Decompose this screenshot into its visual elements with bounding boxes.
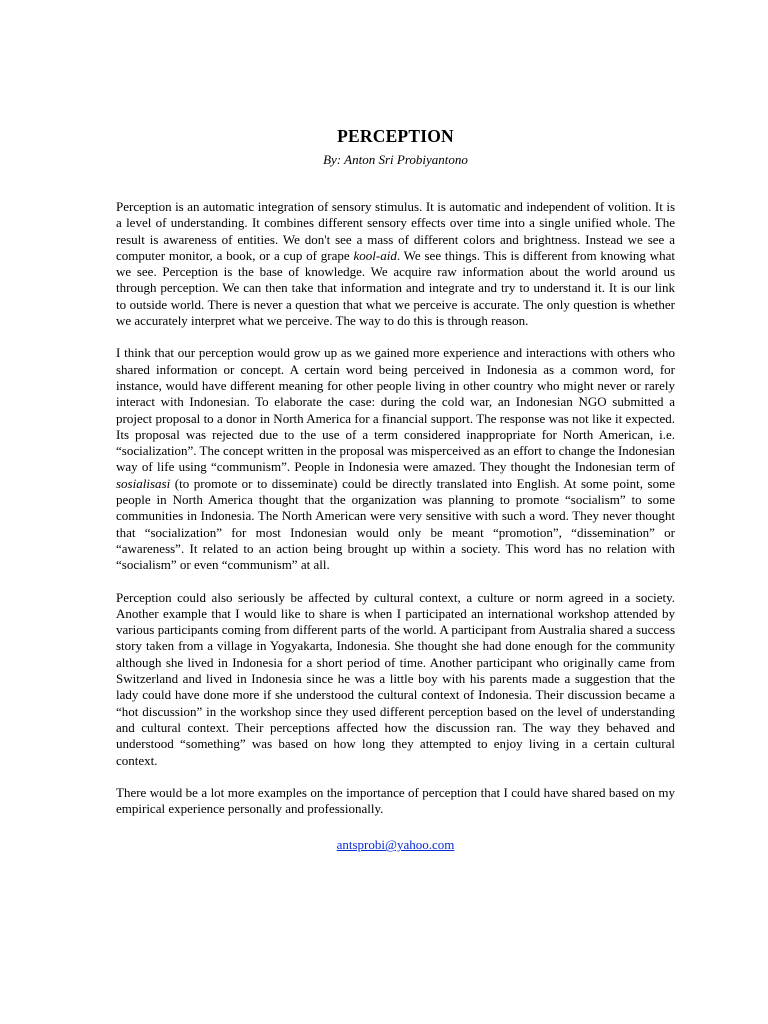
paragraph-4-text: There would be a lot more examples on the importance of perception that I could have shared based on my empirical experience personally and professionally. bbox=[116, 784, 675, 817]
paragraph-1-text-b: . We see things. This is different from knowing what we see. Perception is the base of knowledge. We acquire raw information about the world around us through perception. We can then take that information and integrate and try to understand it. It is our link to outside world. There is never a question that what we perceive is accurate. The only question is whether we accurately interpret what we perceive. The way to do this is through reason. bbox=[116, 247, 676, 329]
email-link[interactable]: antsprobi@yahoo.com bbox=[336, 837, 455, 853]
paragraph-3-text: Perception could also seriously be affected by cultural context, a culture or norm agreed in a society. Another example that I would like to share is when I participated an international workshop attended by various participants coming from different parts of the world. A participant from Australia shared a success story taken from a village in Yogyakarta, Indonesia. She thought she had done enough for the community although she lived in Indonesia for a short period of time. Another participant who originally came from Switzerland and lived in Indonesia since he was a little boy with his parents made a suggestion that the lady could have done more if she understood the cultural context of Indonesia. Their discussion became a “hot discussion” in the workshop since they used different perception based on the level of understanding and cultural context. Their perceptions affected how the discussion ran. The way they behaved and understood “something” was based on how long they attempted to enjoy living in a certain cultural context. bbox=[116, 589, 675, 768]
paragraph-1 bbox=[116, 199, 675, 329]
page-title: PERCEPTION bbox=[337, 126, 454, 146]
author-byline: By: Anton Sri Probiyantono bbox=[323, 152, 468, 167]
paragraph-2-text-a: I think that our perception would grow up as we gained more experience and interactions with others who shared information or concept. A certain word being perceived in Indonesia as a common word, for instance, would have different meaning for other people living in other country who might never or rarely interact with Indonesian. To elaborate the case: during the cold war, an Indonesian NGO submitted a project proposal to a donor in North America for a financial support. The response was not like it expected. Its proposal was rejected due to the use of a term considered inappropriate for North American, i.e. “socialization”. The concept written in the proposal was misperceived as an effort to change the Indonesian way of life using “communism”. People in Indonesia were amazed. They thought the Indonesian term of bbox=[116, 345, 675, 475]
paragraph-1-text-a: Perception is an automatic integration of sensory stimulus. It is automatic and independent of volition. It is a level of understanding. It combines different sensory effects over time into a single unified whole. The result is awareness of entities. We don't see a mass of different colors and brightness. Instead we see a computer monitor, a book, or a cup of grape bbox=[116, 199, 675, 263]
paragraph-2 bbox=[116, 345, 675, 573]
paragraph-4 bbox=[116, 785, 675, 818]
paragraph-2-text-b: (to promote or to disseminate) could be directly translated into English. At some point, some people in North America thought that the organization was planning to promote “socialism” to some communities in Indonesia. The North American were very sensitive with such a word. They never thought that “socialization” for most Indonesian would only be meant “promotion”, “dissemination” or “awareness”. It related to an action being brought up within a society. This word has no relation with “socialism” or even “communism” at all. bbox=[116, 475, 675, 573]
paragraph-2-italic-term: sosialisasi bbox=[116, 475, 171, 491]
paragraph-3 bbox=[116, 590, 675, 769]
paragraph-1-italic-term: kool-aid bbox=[353, 247, 397, 263]
contact-line bbox=[116, 837, 675, 853]
document-body bbox=[116, 199, 675, 817]
